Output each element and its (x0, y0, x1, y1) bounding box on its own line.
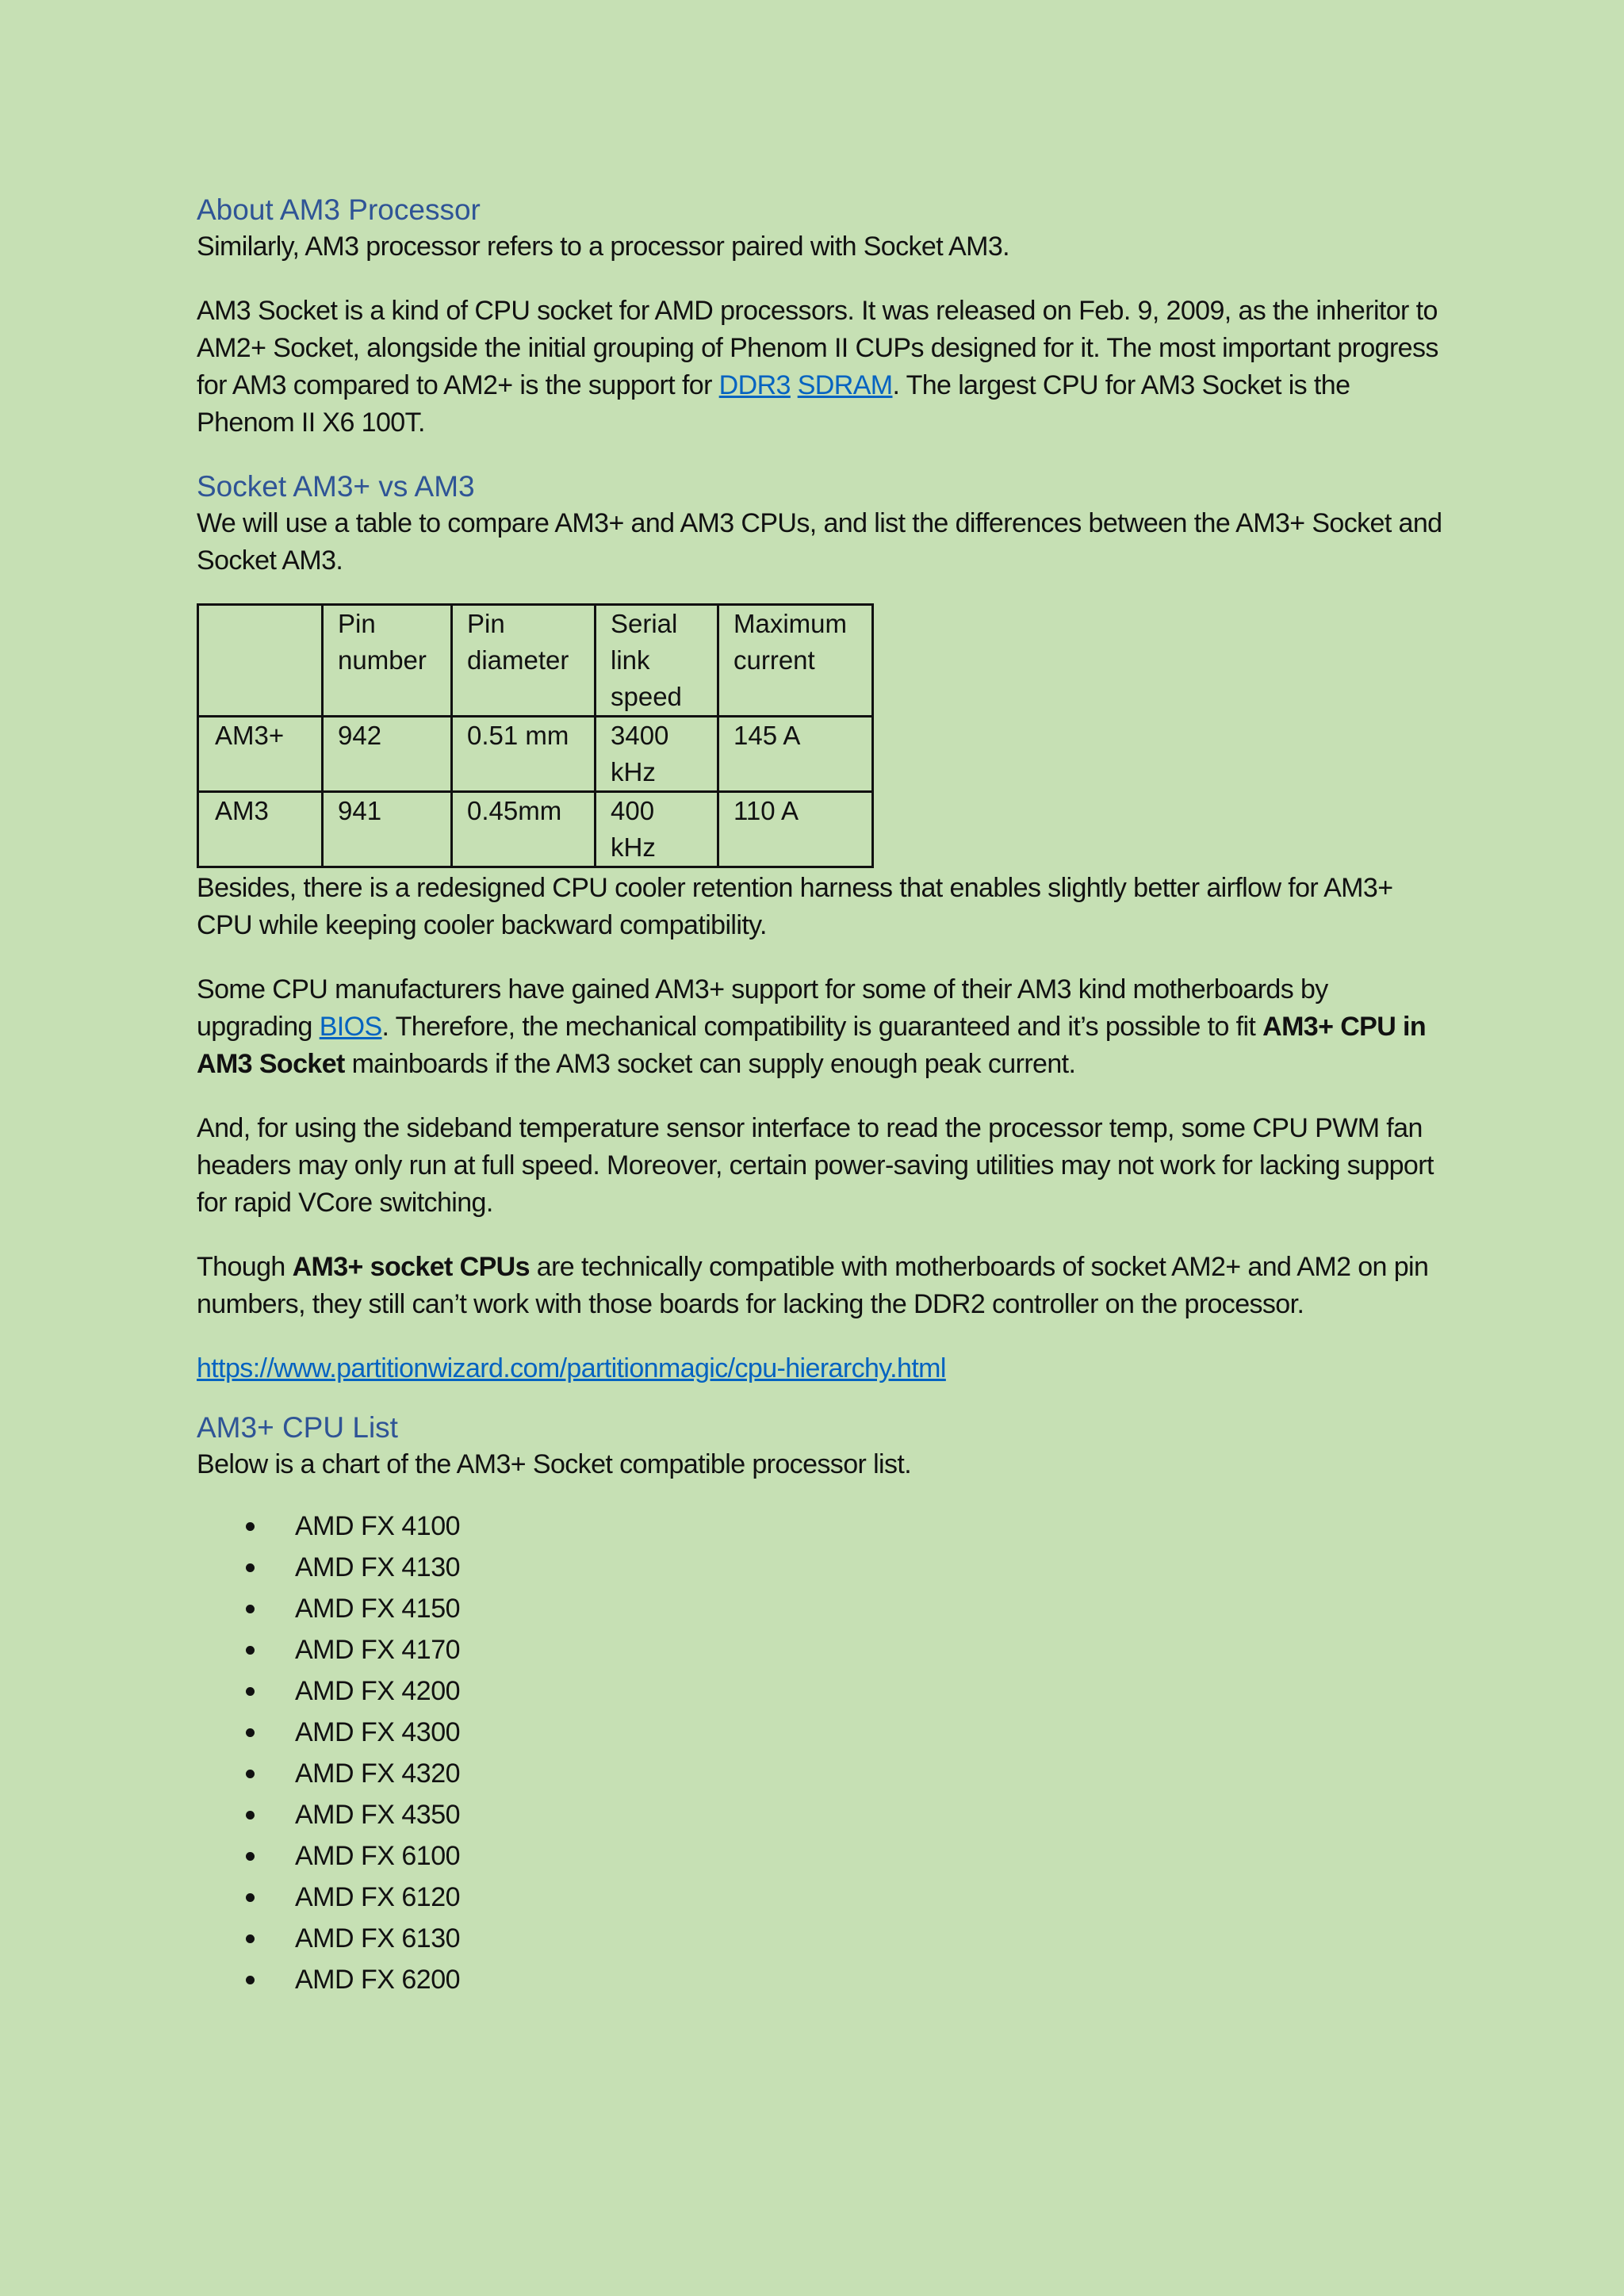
table-cell: 0.51 mm (452, 717, 596, 792)
list-item-label: AMD FX 6130 (295, 1923, 461, 1954)
bullet-icon (246, 1605, 255, 1613)
paragraph-compare-intro: We will use a table to compare AM3+ and AM3 CPUs, and list the differences between the AM3+ Socket and Socket AM3. (197, 508, 1442, 576)
paragraph-am3-socket (197, 293, 1450, 442)
table-header-cell: Pin number (323, 605, 452, 717)
link-ddr3[interactable]: DDR3 (718, 370, 791, 400)
table-row (198, 792, 873, 867)
list-item-label: AMD FX 6200 (295, 1965, 461, 1995)
paragraph-am3-socket-text-a: AM3 Socket is a kind of CPU socket for AMD processors. It was released on Feb. 9, 2009, as the inheritor to AM2+ Socket, alongside the initial grouping of Phenom II CUPs designed for it. The most important progress for AM3 compared to AM2+ is the support for (197, 296, 1438, 400)
bullet-icon (246, 1646, 255, 1655)
table-header-cell (198, 605, 323, 717)
document-page (197, 192, 1450, 2000)
list-item-label: AMD FX 4320 (295, 1758, 461, 1789)
paragraph-am3-intro: Similarly, AM3 processor refers to a processor paired with Socket AM3. (197, 232, 1009, 262)
table-cell: 942 (323, 717, 452, 792)
list-item-label: AMD FX 4170 (295, 1635, 461, 1665)
paragraph-though-text-a: Though (197, 1252, 293, 1282)
paragraph-bios-text-b: . Therefore, the mechanical compatibility is guaranteed and it’s possible to fit (381, 1012, 1263, 1042)
list-item-label: AMD FX 6120 (295, 1882, 461, 1912)
paragraph-though-bold: AM3+ socket CPUs (292, 1252, 530, 1282)
list-item-label: AMD FX 4300 (295, 1717, 461, 1747)
list-item (197, 1835, 1450, 1877)
paragraph-bios-upgrade (197, 971, 1450, 1083)
list-item (197, 1877, 1450, 1918)
list-item (197, 1588, 1450, 1629)
table-cell: AM3 (198, 792, 323, 867)
list-item-label: AMD FX 4130 (295, 1552, 461, 1582)
table-cell: 110 A (718, 792, 873, 867)
list-item-label: AMD FX 6100 (295, 1841, 461, 1871)
list-item-label: AMD FX 4100 (295, 1511, 461, 1541)
paragraph-though-text-b: are technically compatible with motherboards of socket AM2+ and AM2 on pin numbers, they still can’t work with those boards for lacking the DDR2 controller on the processor. (197, 1252, 1429, 1319)
table-header-cell: Serial link speed (596, 605, 718, 717)
link-spacer (791, 370, 798, 400)
heading-cpu-list: AM3+ CPU List (197, 1411, 398, 1444)
table-cell: 3400 kHz (596, 717, 718, 792)
paragraph-url (197, 1350, 1450, 1387)
paragraph-am3-socket-text-b: . The largest CPU for AM3 Socket is the Phenom II X6 100T. (197, 370, 1350, 438)
bullet-icon (246, 1934, 255, 1943)
comparison-table (197, 603, 874, 868)
table-cell: AM3+ (198, 717, 323, 792)
bullet-icon (246, 1728, 255, 1737)
cpu-list (197, 1506, 1450, 2000)
bullet-icon (246, 1976, 255, 1984)
bullet-icon (246, 1811, 255, 1820)
link-cpu-hierarchy[interactable]: https://www.partitionwizard.com/partitionmagic/cpu-hierarchy.html (197, 1353, 946, 1383)
heading-about-am3: About AM3 Processor (197, 193, 481, 226)
table-header-cell: Pin diameter (452, 605, 596, 717)
list-item-label: AMD FX 4350 (295, 1800, 461, 1830)
table-cell: 400 kHz (596, 792, 718, 867)
paragraph-besides: Besides, there is a redesigned CPU cooler retention harness that enables slightly better airflow for AM3+ CPU while keeping cooler backward compatibility. (197, 873, 1393, 940)
list-item (197, 1629, 1450, 1670)
list-item (197, 1753, 1450, 1794)
table-cell: 941 (323, 792, 452, 867)
list-item (197, 1959, 1450, 2000)
list-item (197, 1670, 1450, 1712)
list-item-label: AMD FX 4150 (295, 1594, 461, 1624)
bullet-icon (246, 1522, 255, 1531)
list-item (197, 1547, 1450, 1588)
bullet-icon (246, 1770, 255, 1778)
list-item (197, 1794, 1450, 1835)
paragraph-cpu-list-intro: Below is a chart of the AM3+ Socket compatible processor list. (197, 1449, 912, 1479)
bullet-icon (246, 1852, 255, 1861)
bullet-icon (246, 1687, 255, 1696)
paragraph-bios-text-a: Some CPU manufacturers have gained AM3+ support for some of their AM3 kind motherboards by upgrading (197, 974, 1328, 1042)
list-item-label: AMD FX 4200 (295, 1676, 461, 1706)
list-item (197, 1506, 1450, 1547)
paragraph-bios-text-c: mainboards if the AM3 socket can supply enough peak current. (344, 1049, 1076, 1079)
link-bios[interactable]: BIOS (319, 1012, 382, 1042)
table-cell: 0.45mm (452, 792, 596, 867)
table-header-cell: Maximum current (718, 605, 873, 717)
bullet-icon (246, 1563, 255, 1572)
paragraph-bios-bold: AM3+ CPU in AM3 Socket (197, 1012, 1427, 1079)
table-header-row (198, 605, 873, 717)
paragraph-sideband: And, for using the sideband temperature sensor interface to read the processor temp, some CPU PWM fan headers may only run at full speed. Moreover, certain power-saving utilities may not work for lacking support for rapid VCore switching. (197, 1113, 1434, 1218)
list-item (197, 1918, 1450, 1959)
paragraph-though (197, 1249, 1450, 1323)
link-sdram[interactable]: SDRAM (797, 370, 893, 400)
list-item (197, 1712, 1450, 1753)
table-cell: 145 A (718, 717, 873, 792)
heading-socket-comparison: Socket AM3+ vs AM3 (197, 470, 475, 503)
table-row (198, 717, 873, 792)
bullet-icon (246, 1893, 255, 1902)
